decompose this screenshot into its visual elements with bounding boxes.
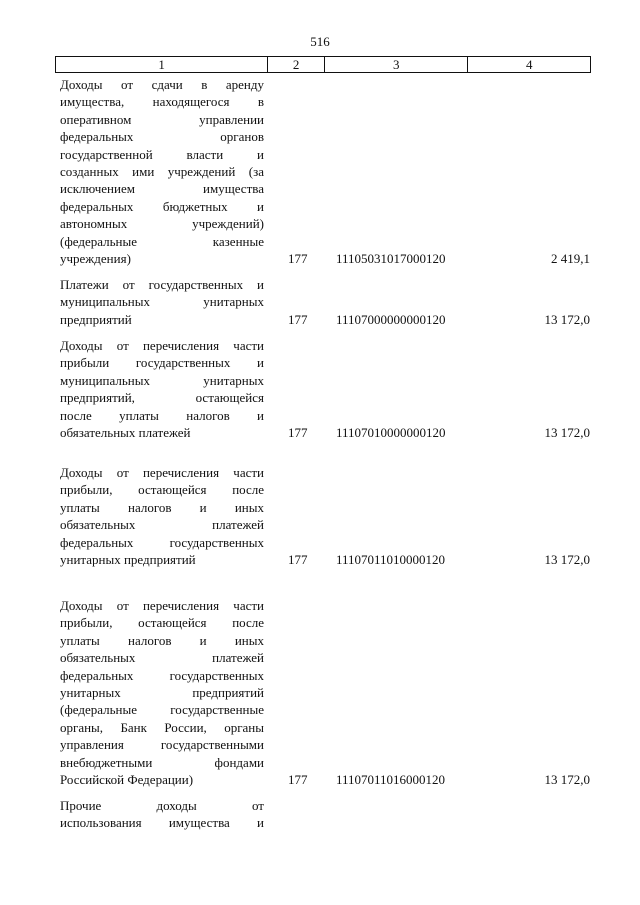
description-line: Доходы от перечисления части bbox=[60, 465, 264, 480]
description-line: обязательных платежей bbox=[60, 650, 264, 666]
amount: 13 172,0 bbox=[544, 772, 590, 787]
admin-code: 177 bbox=[288, 425, 308, 440]
description-line: прибыли государственных и bbox=[60, 355, 264, 371]
row-description bbox=[60, 464, 264, 568]
row-description bbox=[60, 76, 264, 267]
description-line: имущества, находящегося в bbox=[60, 94, 264, 110]
header-col-4: 4 bbox=[525, 57, 533, 72]
description-line: прибыли, остающейся после bbox=[60, 482, 264, 498]
row-description bbox=[60, 797, 264, 832]
description-line: государственной власти и bbox=[60, 146, 264, 162]
admin-code: 177 bbox=[288, 312, 308, 327]
budget-classification-code: 11105031017000120 bbox=[336, 251, 446, 266]
description-line: унитарных предприятий bbox=[60, 685, 264, 701]
description-line: Российской Федерации) bbox=[60, 772, 194, 788]
amount: 13 172,0 bbox=[544, 312, 590, 327]
description-line: федеральных государственных bbox=[60, 534, 264, 550]
description-line: федеральных государственных bbox=[60, 667, 264, 683]
description-line: федеральных бюджетных и bbox=[60, 198, 264, 214]
description-line: органы, Банк России, органы bbox=[60, 719, 264, 735]
description-line: Доходы от перечисления части bbox=[60, 598, 264, 613]
description-line: исключением имущества bbox=[60, 181, 264, 197]
description-line: муниципальных унитарных bbox=[60, 372, 264, 388]
description-line: (федеральные государственные bbox=[60, 702, 264, 718]
description-line: муниципальных унитарных bbox=[60, 294, 264, 310]
amount: 13 172,0 bbox=[544, 552, 590, 567]
description-line: после уплаты налогов и bbox=[60, 407, 264, 423]
description-line: обязательных платежей bbox=[60, 517, 264, 533]
description-line: прибыли, остающейся после bbox=[60, 615, 264, 631]
row-description bbox=[60, 337, 264, 441]
description-line: использования имущества и bbox=[60, 815, 264, 831]
budget-classification-code: 11107011016000120 bbox=[336, 772, 446, 787]
description-line: унитарных предприятий bbox=[60, 552, 196, 568]
description-line: федеральных органов bbox=[60, 129, 264, 145]
header-col-2: 2 bbox=[268, 57, 325, 72]
description-line: Доходы от сдачи в аренду bbox=[60, 77, 264, 92]
admin-code: 177 bbox=[288, 552, 308, 567]
description-line: оперативном управлении bbox=[60, 111, 264, 127]
description-line: управления государственными bbox=[60, 737, 264, 753]
description-line: автономных учреждений) bbox=[60, 216, 264, 232]
page-number: 516 bbox=[310, 34, 330, 49]
budget-classification-code: 11107010000000120 bbox=[336, 425, 446, 440]
admin-code: 177 bbox=[288, 772, 308, 787]
description-line: предприятий bbox=[60, 311, 132, 327]
table-header bbox=[55, 56, 591, 73]
description-line: предприятий, остающейся bbox=[60, 390, 264, 406]
description-line: (федеральные казенные bbox=[60, 233, 264, 249]
amount: 2 419,1 bbox=[551, 251, 590, 266]
admin-code: 177 bbox=[288, 251, 308, 266]
budget-classification-code: 11107011010000120 bbox=[336, 552, 446, 567]
description-line: Прочие доходы от bbox=[60, 798, 264, 813]
description-line: уплаты налогов и иных bbox=[60, 499, 264, 515]
description-line: уплаты налогов и иных bbox=[60, 632, 264, 648]
amount: 13 172,0 bbox=[544, 425, 590, 440]
description-line: Доходы от перечисления части bbox=[60, 338, 264, 353]
row-description bbox=[60, 276, 264, 328]
description-line: созданных ими учреждений (за bbox=[60, 164, 264, 180]
budget-classification-code: 11107000000000120 bbox=[336, 312, 446, 327]
description-line: обязательных платежей bbox=[60, 425, 191, 441]
row-description bbox=[60, 597, 264, 788]
header-col-3: 3 bbox=[325, 57, 468, 72]
description-line: Платежи от государственных и bbox=[60, 277, 264, 292]
header-col-1: 1 bbox=[56, 57, 268, 72]
description-line: учреждения) bbox=[60, 251, 131, 267]
description-line: внебюджетными фондами bbox=[60, 754, 264, 770]
